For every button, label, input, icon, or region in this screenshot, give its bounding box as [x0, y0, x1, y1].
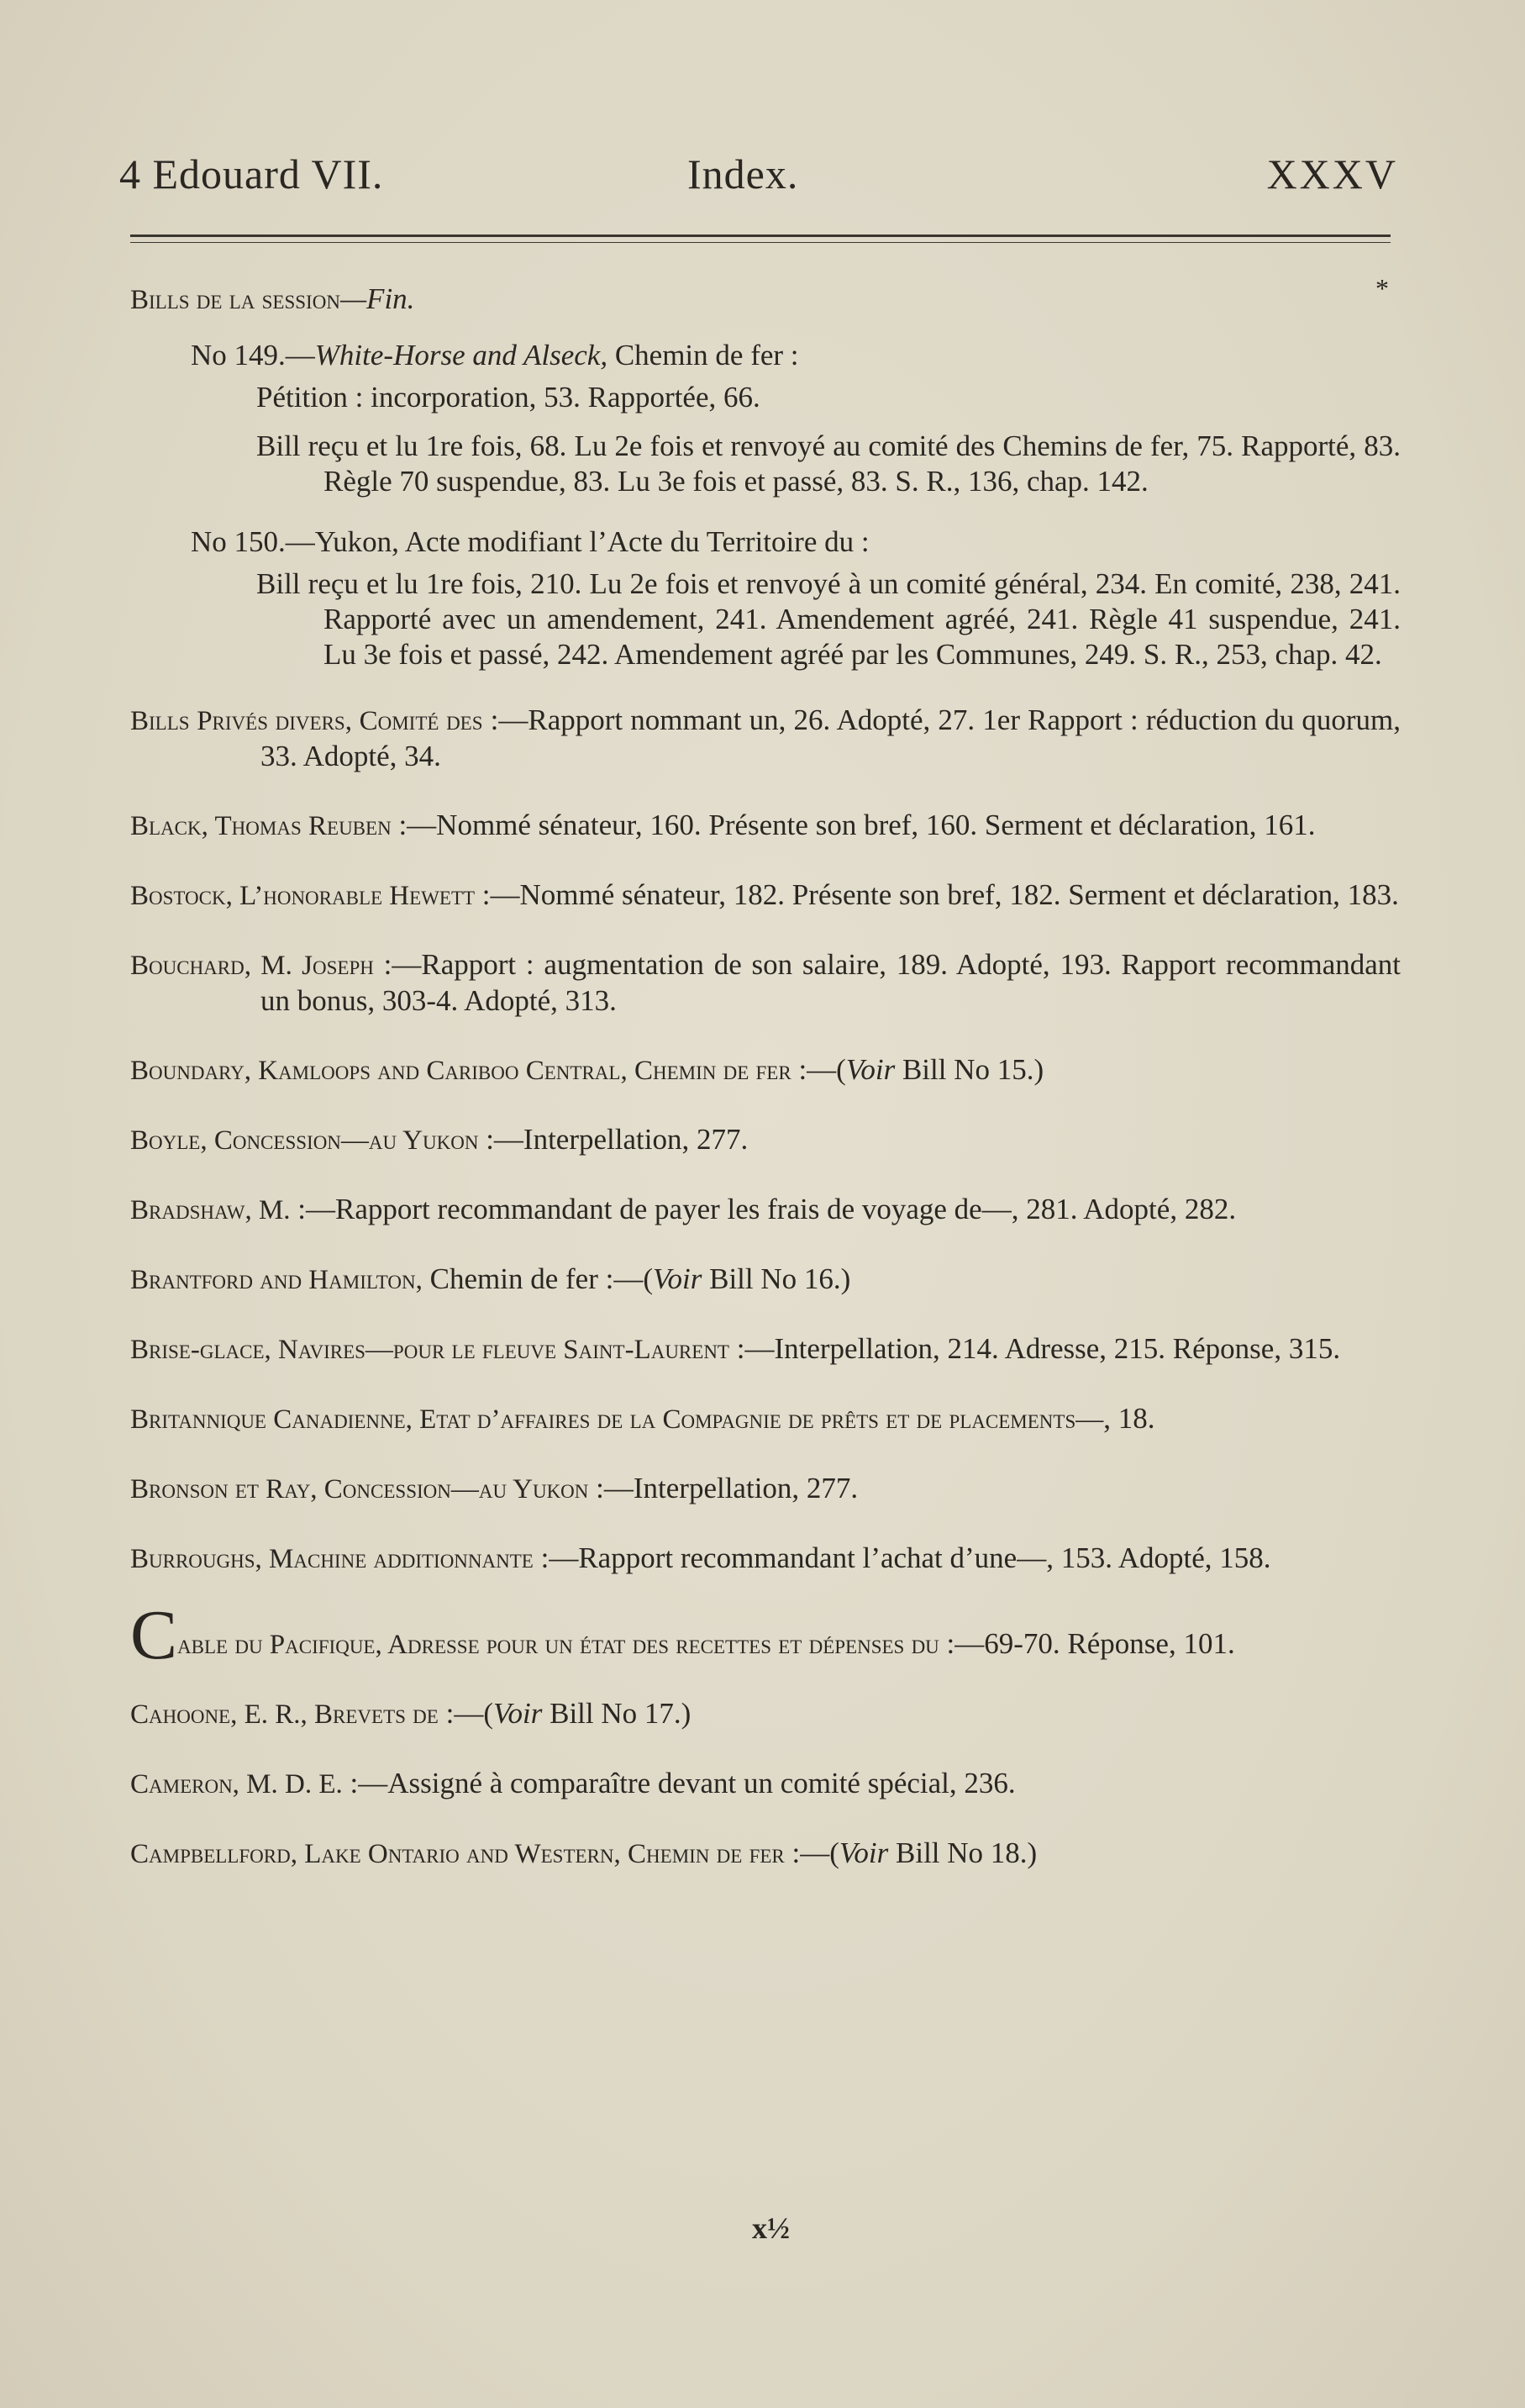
- entry-body: :—Nommé sénateur, 182. Présente son bref, 182. Serment et déclaration, 183.: [475, 878, 1399, 911]
- index-entry: [130, 1836, 1401, 1872]
- index-entry: [130, 1052, 1401, 1088]
- index-entry: [130, 703, 1401, 774]
- entry-body: :—Assigné à comparaître devant un comité spécial, 236.: [342, 1767, 1016, 1799]
- entry-tail: Bill No 15.): [895, 1053, 1044, 1086]
- entry-heading: Black, Thomas Reuben: [130, 811, 392, 841]
- entry-heading: Burroughs, Machine additionnante: [130, 1544, 534, 1574]
- entry-heading: Britannique Canadienne, Etat d’affaires de la Compagnie de prêts et de placements—: [130, 1404, 1104, 1435]
- entry-heading: Boundary, Kamloops and Cariboo Central, Chemin de fer: [130, 1056, 791, 1086]
- index-entry: [130, 808, 1401, 844]
- index-entry: [130, 877, 1401, 914]
- entry-heading: Brantford and Hamilton,: [130, 1265, 423, 1295]
- entry-heading: Bradshaw, M.: [130, 1195, 291, 1225]
- entry-body: :—Interpellation, 277.: [588, 1472, 859, 1504]
- entry-body: :—Interpellation, 214. Adresse, 215. Réponse, 315.: [728, 1332, 1341, 1365]
- index-entry: [130, 1696, 1401, 1732]
- margin-mark: *: [1375, 273, 1389, 303]
- entry-heading: Boyle, Concession—au Yukon: [130, 1125, 479, 1156]
- entry-heading: Campbellford, Lake Ontario and Western, Chemin de fer: [130, 1839, 785, 1869]
- entry-see-reference: Voir: [839, 1836, 889, 1869]
- entry-heading: Bouchard, M. Joseph: [130, 951, 374, 981]
- entry-heading: Cahoone, E. R., Brevets de: [130, 1699, 439, 1730]
- index-entry: [130, 947, 1401, 1019]
- entry-heading: Cameron, M. D. E.: [130, 1769, 343, 1799]
- entry-body: Chemin de fer :—(: [422, 1262, 653, 1295]
- entry-body: :—Nommé sénateur, 160. Présente son bref, 160. Serment et déclaration, 161.: [391, 809, 1316, 841]
- entry-body: :—Rapport nommant un, 26. Adopté, 27. 1er Rapport : réduction du quorum, 33. Adopté, 34.: [260, 703, 1401, 772]
- index-entry: [130, 1766, 1401, 1802]
- entries-list: [130, 703, 1401, 1577]
- entry-heading: Bronson et Ray, Concession—au Yukon: [130, 1474, 589, 1504]
- index-entry: [130, 1331, 1401, 1367]
- index-entry: [130, 1471, 1401, 1507]
- entry-body: :—(: [438, 1697, 493, 1730]
- bill-149-history: Bill reçu et lu 1re fois, 68. Lu 2e fois et renvoyé au comité des Chemins de fer, 75. Rapporté, 83. Règle 70 suspendue, 83. Lu 3e fois et passé, 83. S. R., 136, chap. 142.: [256, 429, 1401, 498]
- header-rule-thick: [130, 234, 1391, 237]
- entry-heading: Bostock, L’honorable Hewett: [130, 881, 476, 911]
- entry-body: :—(: [784, 1836, 839, 1869]
- index-entry: [130, 1262, 1401, 1298]
- index-entry: [130, 1192, 1401, 1228]
- drop-cap: C: [130, 1596, 178, 1674]
- index-content: [130, 282, 1401, 1905]
- index-entry: [130, 1541, 1401, 1577]
- entry-body: :—Rapport recommandant l’achat d’une—, 153. Adopté, 158.: [533, 1541, 1271, 1574]
- header-title: Index.: [687, 150, 799, 198]
- entry-body: :—Rapport : augmentation de son salaire, 189. Adopté, 193. Rapport recommandant un bonus, 303-4. Adopté, 313.: [260, 948, 1401, 1017]
- entry-tail: Bill No 16.): [702, 1262, 851, 1295]
- entry-body: , 18.: [1103, 1402, 1155, 1435]
- signature-mark: x½: [752, 2211, 790, 2245]
- index-entry: [130, 1122, 1401, 1158]
- entry-see-reference: Voir: [653, 1262, 702, 1295]
- index-entry: [130, 1401, 1401, 1437]
- entry-tail: Bill No 17.): [542, 1697, 692, 1730]
- header-reign: 4 Edouard VII.: [119, 150, 384, 198]
- header-rule-thin: [130, 242, 1391, 243]
- entry-see-reference: Voir: [492, 1697, 543, 1730]
- header-page-number: XXXV: [1266, 150, 1398, 198]
- bill-149-title: No 149.—White-Horse and Alseck, Chemin de fer :: [191, 339, 799, 371]
- index-entry-cable: Cable du Pacifique, Adresse pour un état des recettes et dépenses du :—69-70. Réponse, 101.: [130, 1596, 1235, 1674]
- bill-150-title: No 150.—Yukon, Acte modifiant l’Acte du Territoire du :: [191, 525, 870, 558]
- entry-body: :—(: [791, 1053, 846, 1086]
- entry-body: :—Interpellation, 277.: [478, 1123, 749, 1156]
- entry-body: :—Rapport recommandant de payer les frais de voyage de—, 281. Adopté, 282.: [290, 1193, 1237, 1225]
- bill-149-petition: Pétition : incorporation, 53. Rapportée, 66.: [256, 381, 760, 414]
- entry-heading: Brise-glace, Navires—pour le fleuve Saint-Laurent: [130, 1335, 729, 1365]
- entry-heading: Bills Privés divers, Comité des: [130, 706, 483, 736]
- entries-list-c: [130, 1696, 1401, 1872]
- section-heading: Bills de la session—Fin.: [130, 282, 415, 315]
- bill-150-history: Bill reçu et lu 1re fois, 210. Lu 2e fois et renvoyé à un comité général, 234. En comité, 238, 241. Rapporté avec un amendement, 241. Amendement agréé, 241. Règle 41 suspendue, 241. Lu 3e fois et passé, 242. Amendement agréé par les Communes, 249. S. R., 253, chap. 42.: [256, 567, 1401, 671]
- running-header: [119, 150, 1398, 208]
- entry-see-reference: Voir: [845, 1053, 896, 1086]
- entry-tail: Bill No 18.): [888, 1836, 1038, 1869]
